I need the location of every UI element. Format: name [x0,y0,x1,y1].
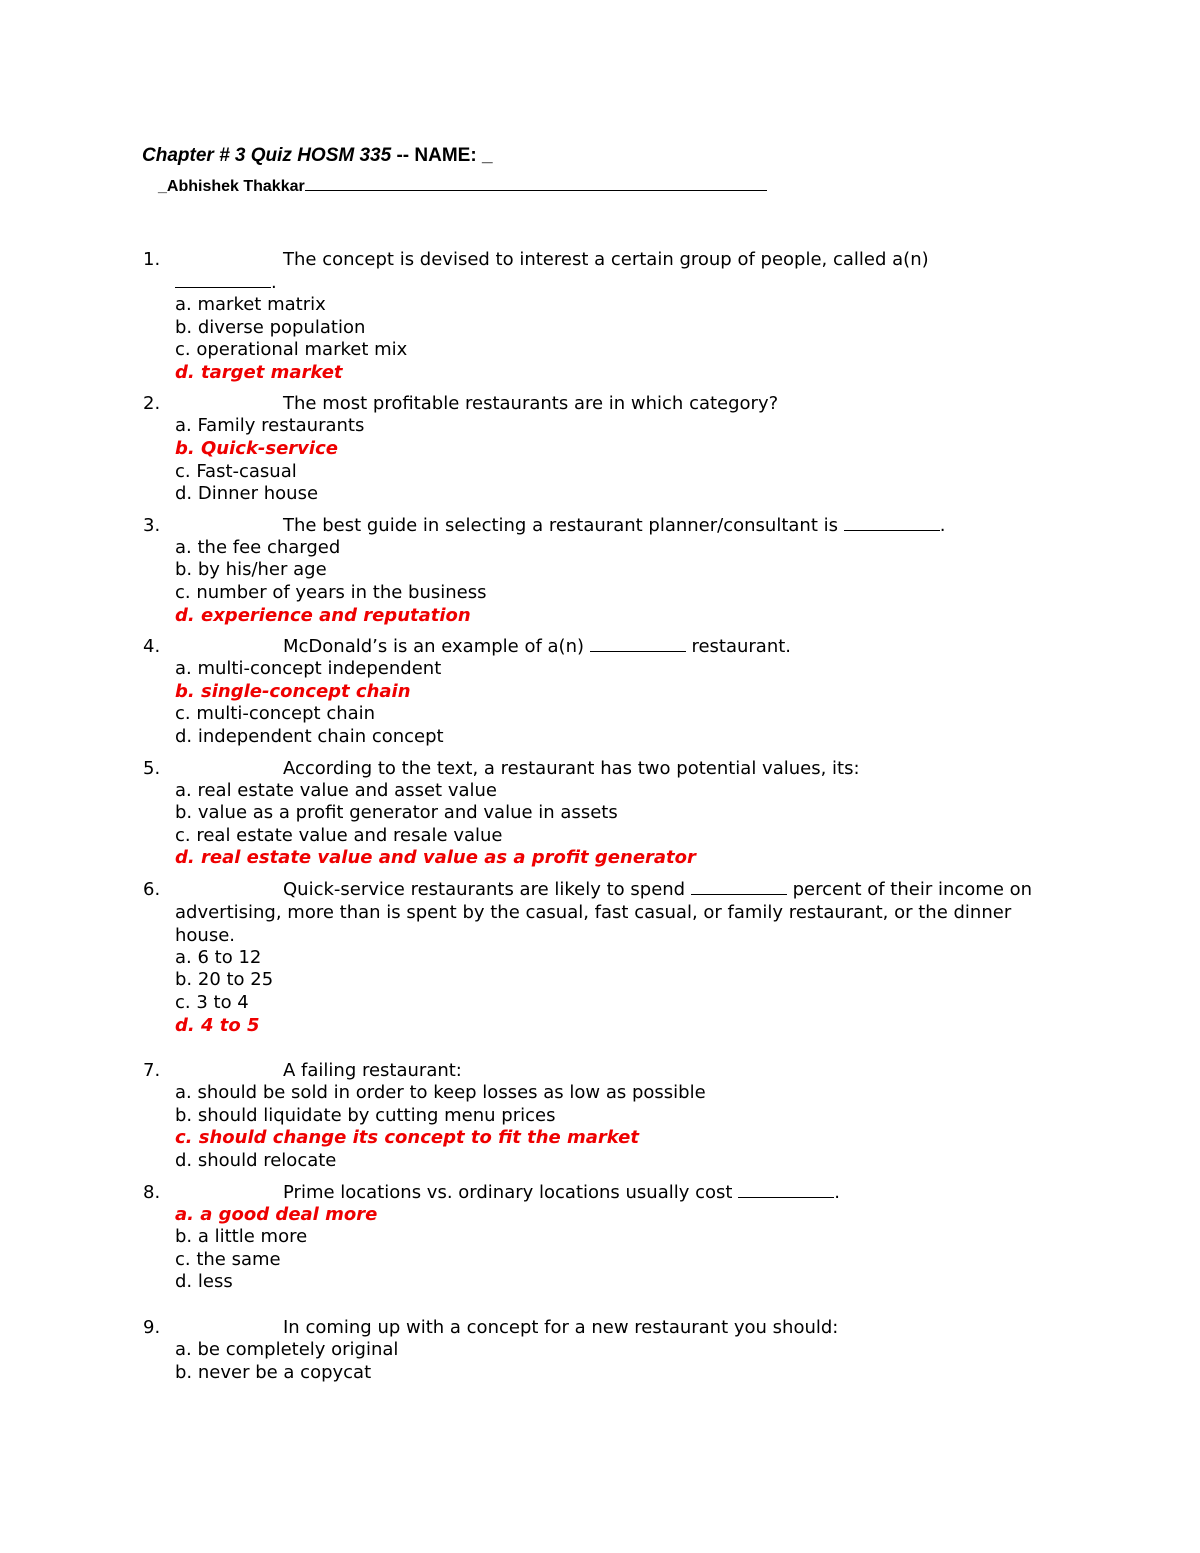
question-text [283,1059,1070,1082]
answer-option: c. Fast-casual [175,460,297,482]
question-text-part: According to the text, a restaurant has two potential values, its: [283,757,860,779]
answer-blank [175,272,271,288]
question-text-part: Quick-service restaurants are likely to spend [283,878,691,900]
answer-option: a. the fee charged [175,536,341,558]
question-number: 3. [143,514,161,536]
answer-option: d. Dinner house [175,483,319,505]
answer-option: b. 20 to 25 [175,969,274,991]
question-text [175,878,1070,947]
question-text-part: A failing restaurant: [283,1060,462,1082]
question-item [0,392,1200,505]
answer-option: c. real estate value and resale value [175,824,503,846]
question-number: 7. [143,1060,161,1082]
question-text [283,1316,1070,1339]
name-underline [305,176,767,191]
answer-option: b. a little more [175,1226,308,1248]
question-item [0,757,1200,870]
answer-option: a. market matrix [175,294,326,315]
question-text [283,1181,1070,1204]
answer-option: c. multi-concept chain [175,703,376,725]
answer-option: d. should relocate [175,1150,337,1172]
question-spacer [0,1037,1200,1051]
answer-option: d. independent chain concept [175,725,444,747]
correct-answer-option: b. Quick-service [175,437,338,459]
answer-option: b. value as a profit generator and value in assets [175,802,618,824]
question-text [283,392,1070,415]
answer-option: a. Family restaurants [175,415,365,437]
student-name-line [158,176,767,196]
question-text-part: McDonald’s is an example of a(n) [283,636,590,658]
question-number: 6. [143,878,161,900]
question-list [0,248,1200,1392]
answer-option: c. the same [175,1248,281,1270]
question-text [283,635,1070,658]
question-item [0,878,1200,1051]
question-text-part: restaurant. [685,636,792,658]
answer-blank [691,879,787,895]
question-item [0,248,1200,384]
answer-blank [738,1182,834,1198]
answer-option: b. diverse population [175,316,366,338]
question-text-part: The most profitable restaurants are in which category? [283,393,779,415]
question-text-part: percent of their income on advertising, more than is spent by the casual, fast casual, or family restaurant, or the dinner house. [175,878,1033,946]
answer-option: a. multi-concept independent [175,658,442,680]
question-number: 9. [143,1317,161,1338]
answer-option: a. real estate value and asset value [175,779,497,801]
answer-option: a. 6 to 12 [175,946,262,968]
quiz-title [142,145,493,167]
question-number: 2. [143,393,161,415]
question-text [283,514,1070,537]
answer-blank [590,636,686,652]
correct-answer-option: d. 4 to 5 [175,1014,260,1036]
question-number: 4. [143,636,161,658]
question-text-part: . [834,1181,840,1203]
quiz-title-name-label: -- NAME: _ [391,145,493,166]
answer-option: a. be completely original [175,1339,399,1360]
answer-option: a. should be sold in order to keep losses as low as possible [175,1082,706,1104]
question-text-part: In coming up with a concept for a new restaurant you should: [283,1317,839,1338]
correct-answer-option: a. a good deal more [175,1203,378,1225]
correct-answer-option: b. single-concept chain [175,680,411,702]
question-item [0,514,1200,627]
answer-option: b. never be a copycat [175,1361,372,1383]
question-text-part: . [271,272,277,293]
correct-answer-option: d. experience and reputation [175,604,471,626]
quiz-title-course: Chapter # 3 Quiz HOSM 335 [142,145,392,166]
answer-option: c. operational market mix [175,339,408,361]
question-item [0,635,1200,748]
answer-option: c. number of years in the business [175,581,487,603]
question-number: 8. [143,1181,161,1203]
question-item [0,1181,1200,1308]
correct-answer-option: d. target market [175,361,343,383]
answer-option: d. less [175,1271,233,1293]
answer-option: b. should liquidate by cutting menu prices [175,1104,556,1126]
question-spacer [0,1294,1200,1308]
question-item [0,1316,1200,1384]
answer-option: c. 3 to 4 [175,992,249,1014]
question-item [0,1059,1200,1172]
answer-option: b. by his/her age [175,559,327,581]
question-text-part: The best guide in selecting a restaurant planner/consultant is [283,514,844,536]
answer-blank [844,515,940,531]
question-text-part: . [939,514,946,536]
question-text-part: The concept is devised to interest a certain group of people, called a(n) [283,249,929,270]
question-text-part: Prime locations vs. ordinary locations usually cost [283,1181,739,1203]
question-text [283,757,1070,780]
question-text [283,248,1070,271]
question-continuation [175,271,1200,294]
question-number: 1. [143,249,161,270]
correct-answer-option: c. should change its concept to fit the market [175,1127,639,1149]
correct-answer-option: d. real estate value and value as a profit generator [175,847,696,869]
student-name: _Abhishek Thakkar [158,178,305,195]
question-number: 5. [143,757,161,779]
